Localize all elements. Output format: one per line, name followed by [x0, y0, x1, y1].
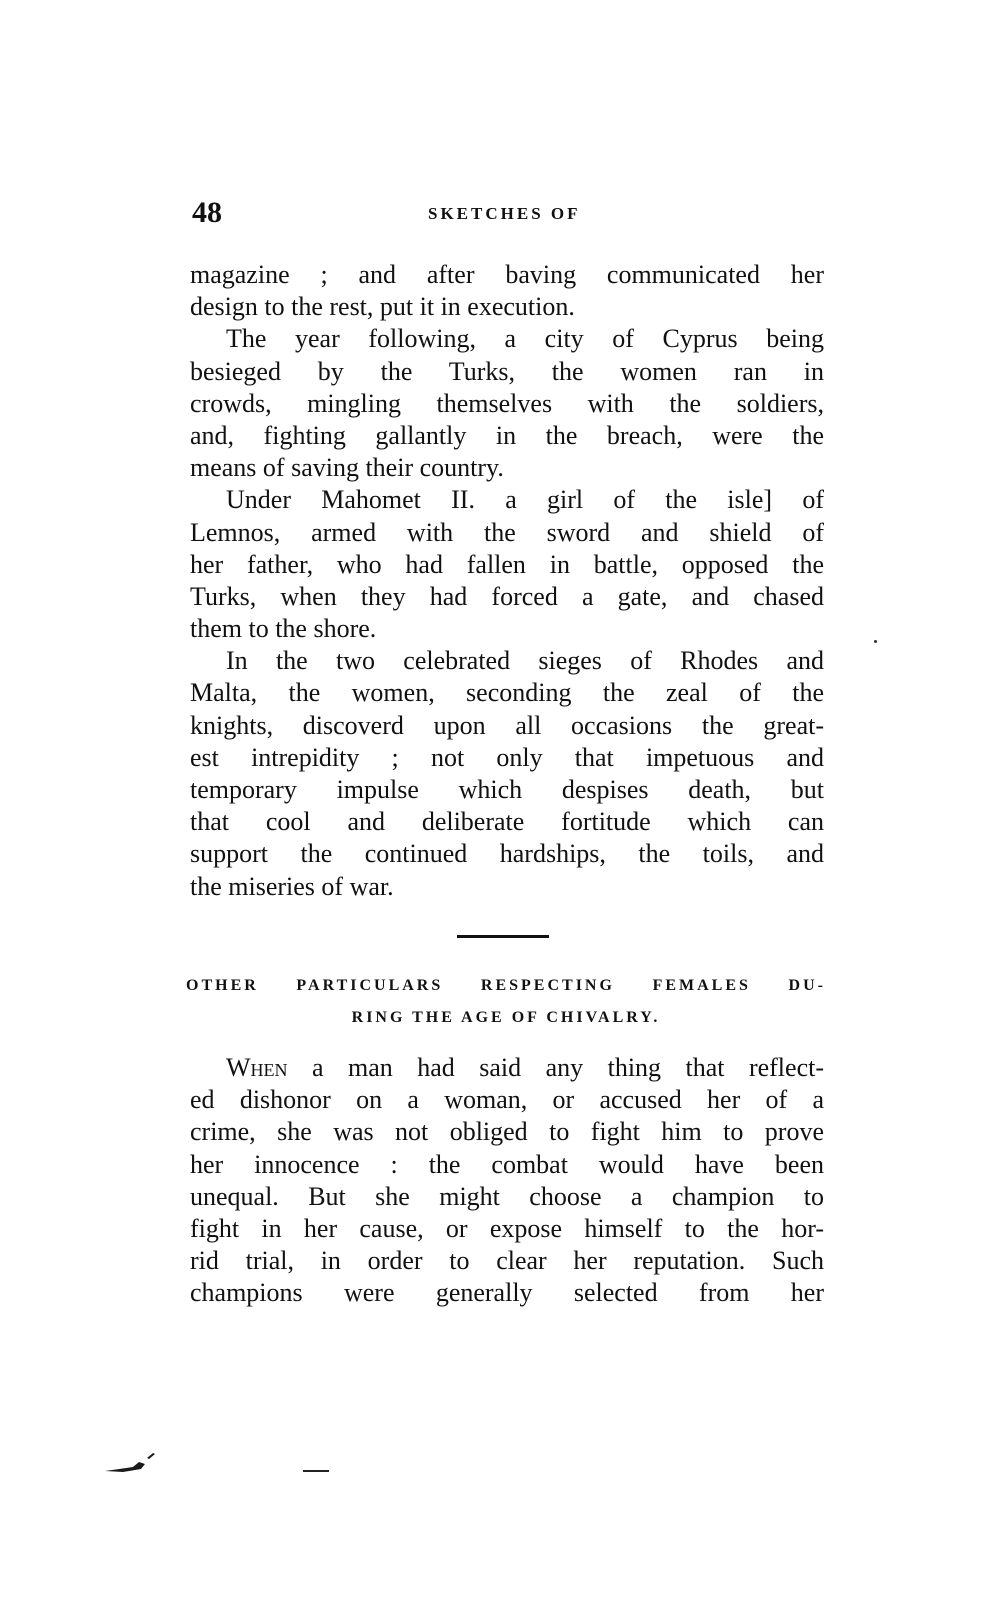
text-line-first	[190, 1052, 824, 1084]
section-heading	[186, 970, 826, 1034]
text-line: Under Mahomet II. a girl of the isle] of	[226, 485, 824, 515]
text-line: In the two celebrated sieges of Rhodes and	[226, 646, 824, 676]
page-header	[192, 196, 832, 236]
text-line: knights, discoverd upon all occasions the great-	[190, 710, 824, 740]
section-heading-line: OTHER PARTICULARS RESPECTING FEMALES DU-	[186, 977, 826, 994]
text-line: her father, who had fallen in battle, opposed the	[190, 549, 824, 579]
section-divider-rule	[457, 935, 549, 938]
text-line: and, fighting gallantly in the breach, were the	[190, 420, 824, 450]
text-fragment: a man had said any thing that reflect-	[287, 1053, 824, 1082]
running-head: SKETCHES OF	[428, 204, 581, 223]
text-line: them to the shore.	[190, 614, 377, 644]
text-line: means of saving their country.	[190, 453, 504, 483]
text-line: temporary impulse which despises death, but	[190, 775, 824, 804]
text-line: her innocence : the combat would have been	[190, 1149, 824, 1179]
text-line: Lemnos, armed with the sword and shield of	[190, 517, 824, 547]
ink-mark-icon	[103, 1450, 161, 1474]
text-line: the miseries of war.	[190, 871, 394, 901]
text-line: magazine ; and after baving communicated her	[190, 260, 824, 289]
ink-dash	[303, 1470, 329, 1472]
ink-speck	[874, 640, 877, 643]
text-line: est intrepidity ; not only that impetuous and	[190, 742, 824, 772]
text-line: crime, she was not obliged to fight him to prove	[190, 1117, 824, 1147]
text-line: Malta, the women, seconding the zeal of the	[190, 678, 824, 708]
text-line: fight in her cause, or expose himself to the hor-	[190, 1213, 824, 1243]
text-line: design to the rest, put it in execution.	[190, 292, 575, 322]
section-heading-line: RING THE AGE OF CHIVALRY.	[351, 1009, 661, 1026]
text-line: champions were generally selected from her	[190, 1278, 824, 1308]
text-line: The year following, a city of Cyprus being	[226, 324, 824, 354]
text-line: besieged by the Turks, the women ran in	[190, 356, 824, 386]
text-line: unequal. But she might choose a champion to	[190, 1181, 824, 1211]
text-line: crowds, mingling themselves with the soldiers,	[190, 388, 824, 418]
body-paragraphs	[190, 259, 824, 903]
section-paragraph	[190, 1052, 824, 1310]
text-line: Turks, when they had forced a gate, and chased	[190, 581, 824, 611]
page-number: 48	[192, 196, 222, 229]
text-line: that cool and deliberate fortitude which can	[190, 807, 824, 837]
lead-word: When	[226, 1053, 288, 1082]
text-line: rid trial, in order to clear her reputation. Such	[190, 1246, 824, 1276]
text-line: ed dishonor on a woman, or accused her of a	[190, 1085, 824, 1115]
text-line: support the continued hardships, the toils, and	[190, 839, 824, 869]
